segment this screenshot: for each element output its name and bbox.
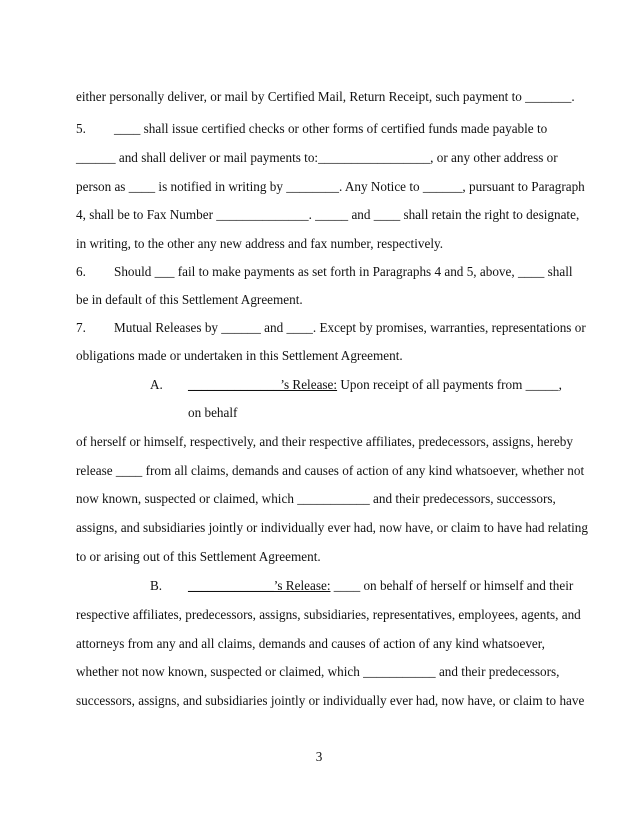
text-line: on behalf: [188, 405, 238, 420]
text-line: now known, suspected or claimed, which ___________ and their predecessors, successors,: [76, 491, 556, 506]
subsection-letter: B.: [150, 578, 163, 593]
text-line: in writing, to the other any new address and fax number, respectively.: [76, 236, 444, 251]
text-line: be in default of this Settlement Agreement.: [76, 292, 303, 307]
paragraph-number: 6.: [76, 264, 86, 279]
text-line: person as ____ is notified in writing by ________. Any Notice to ______, pursuant to Paragraph: [76, 179, 585, 194]
subsection-heading: _____________’s Release:: [188, 578, 331, 593]
text-line: release ____ from all claims, demands and causes of action of any kind whatsoever, whether not: [76, 463, 585, 478]
subsection-letter: A.: [150, 377, 163, 392]
text-line: ____ on behalf of herself or himself and their: [333, 578, 574, 593]
text-line: ______ and shall deliver or mail payments to:_________________, or any other address or: [76, 150, 558, 165]
text-line: Upon receipt of all payments from _____,: [340, 377, 562, 392]
paragraph-number: 7.: [76, 320, 86, 335]
text-line: of herself or himself, respectively, and their respective affiliates, predecessors, assigns, hereby: [76, 434, 573, 449]
text-line: obligations made or undertaken in this Settlement Agreement.: [76, 348, 403, 363]
text-line: 4, shall be to Fax Number ______________. _____ and ____ shall retain the right to designate,: [76, 207, 580, 222]
text-line: attorneys from any and all claims, demands and causes of action of any kind whatsoever,: [76, 636, 545, 651]
text-line: Mutual Releases by ______ and ____. Except by promises, warranties, representations or: [114, 320, 586, 335]
page-number: 3: [315, 749, 323, 764]
text-line: either personally deliver, or mail by Certified Mail, Return Receipt, such payment to _______.: [76, 89, 575, 104]
text-line: to or arising out of this Settlement Agreement.: [76, 549, 321, 564]
text-line: assigns, and subsidiaries jointly or individually ever had, now have, or claim to have had relating: [76, 520, 588, 535]
subsection-heading: ______________’s Release:: [188, 377, 338, 392]
subsection-a-line: [188, 377, 562, 393]
text-line: whether not now known, suspected or claimed, which ___________ and their predecessors,: [76, 664, 560, 679]
text-line: respective affiliates, predecessors, assigns, subsidiaries, representatives, employees, agents, and: [76, 607, 581, 622]
text-line: ____ shall issue certified checks or other forms of certified funds made payable to: [114, 121, 548, 136]
text-line: Should ___ fail to make payments as set forth in Paragraphs 4 and 5, above, ____ shall: [114, 264, 573, 279]
text-line: successors, assigns, and subsidiaries jointly or individually ever had, now have, or claim to have: [76, 693, 585, 708]
paragraph-number: 5.: [76, 121, 86, 136]
subsection-b-line: [188, 578, 573, 594]
